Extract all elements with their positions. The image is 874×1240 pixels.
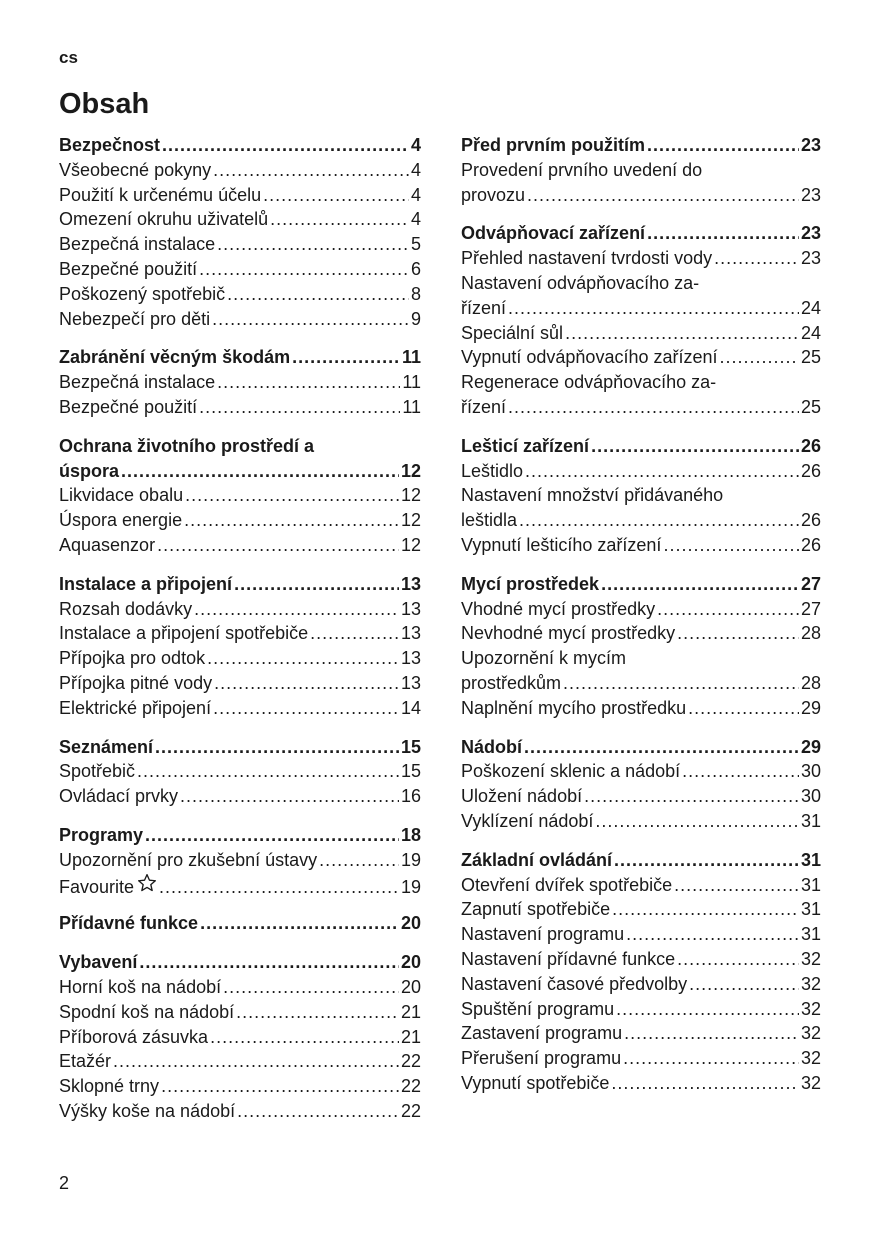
toc-entry-title: Spuštění programu (461, 998, 615, 1019)
toc-entry-omezeni-okruhu-uzivatelu[interactable] (59, 207, 421, 232)
dot-leader (623, 1046, 799, 1071)
dot-leader (677, 621, 799, 646)
dot-leader (677, 947, 799, 972)
toc-entry-vyklizeni-nadobi[interactable] (461, 809, 821, 834)
toc-entry-title: Nastavení přídavné funkce (461, 948, 676, 969)
toc-heading-bezpecnost[interactable] (59, 133, 421, 158)
dot-leader (612, 897, 799, 922)
toc-entry-upozorneni-pro-zkusebni-ustavy[interactable] (59, 848, 421, 873)
dot-leader (508, 395, 799, 420)
toc-page-number: 19 (400, 876, 421, 897)
dot-leader (157, 533, 399, 558)
toc-entry-vypnuti-spotrebice[interactable] (461, 1071, 821, 1096)
toc-page-number: 4 (410, 159, 421, 180)
toc-entry-title: Úspora energie (59, 510, 183, 531)
toc-entry-uspora-energie[interactable] (59, 508, 421, 533)
toc-page-number: 8 (410, 283, 421, 304)
toc-entry-rizeni[interactable] (461, 395, 821, 420)
toc-page-number: 12 (400, 460, 421, 481)
dot-leader (626, 922, 799, 947)
dot-leader (674, 873, 799, 898)
toc-entry-vysky-kose-na-nadobi[interactable] (59, 1099, 421, 1124)
dot-leader (563, 671, 799, 696)
toc-entry-zastaveni-programu[interactable] (461, 1021, 821, 1046)
toc-page-number: 16 (400, 786, 421, 807)
toc-page-number: 22 (400, 1100, 421, 1121)
dot-leader (614, 848, 799, 873)
toc-entry-title: Bezpečná instalace (59, 372, 216, 393)
toc-page-number: 31 (800, 874, 821, 895)
dot-leader (227, 282, 409, 307)
toc-entry-title: Příborová zásuvka (59, 1026, 209, 1047)
toc-entry-title: Sklopné trny (59, 1076, 160, 1097)
toc-page-number: 26 (800, 534, 821, 555)
toc-entry-title: Odvápňovací zařízení (461, 223, 646, 244)
dot-leader (519, 508, 799, 533)
toc-entry-first-line: Upozornění k mycím (461, 648, 627, 669)
toc-page-number: 28 (800, 623, 821, 644)
toc-entry-title: Seznámení (59, 736, 154, 757)
toc-entry-title: Programy (59, 824, 144, 845)
toc-section (59, 133, 421, 331)
toc-page-number: 25 (800, 396, 821, 417)
page-title: Obsah (59, 88, 150, 120)
toc-section (461, 434, 821, 558)
dot-leader (689, 972, 799, 997)
toc-entry-preruseni-programu[interactable] (461, 1046, 821, 1071)
toc-entry-nebezpeci-pro-deti[interactable] (59, 307, 421, 332)
toc-section (59, 735, 421, 809)
toc-entry-title: Před prvním použitím (461, 135, 646, 155)
toc-entry-first-line: Regenerace odvápňovacího za- (461, 372, 717, 393)
toc-heading-instalace-a-pripojeni[interactable] (59, 572, 421, 597)
dot-leader (200, 911, 399, 936)
toc-entry-title: Zapnutí spotřebiče (461, 899, 611, 920)
toc-entry-vypnuti-lesticiho-zarizeni[interactable] (461, 533, 821, 558)
dot-leader (184, 508, 399, 533)
toc-heading-nadobi[interactable] (461, 735, 821, 760)
toc-section (461, 221, 821, 419)
toc-page-number: 14 (400, 697, 421, 718)
toc-entry-title: Nastavení časové předvolby (461, 973, 688, 994)
toc-heading-zakladni-ovladani[interactable] (461, 848, 821, 873)
toc-entry-poskozeni-sklenic-a-nadobi[interactable] (461, 759, 821, 784)
toc-page-number: 32 (800, 1023, 821, 1044)
dot-leader (217, 370, 400, 395)
toc-page-number: 13 (400, 672, 421, 693)
dot-leader (647, 221, 799, 246)
toc-page-number: 4 (410, 184, 421, 205)
toc-page-number: 20 (400, 952, 421, 973)
toc-entry-title: řízení (461, 396, 507, 417)
dot-leader (647, 133, 799, 158)
toc-page-number: 32 (800, 998, 821, 1019)
dot-leader (601, 572, 799, 597)
toc-entry-title: Lešticí zařízení (461, 435, 590, 456)
dot-leader (161, 1074, 399, 1099)
dot-leader (213, 696, 399, 721)
toc-page-number: 21 (400, 1001, 421, 1022)
toc-entry-title: Favourite (59, 876, 135, 897)
toc-page-number: 12 (400, 485, 421, 506)
toc-page-number: 32 (800, 973, 821, 994)
dot-leader (591, 434, 799, 459)
toc-entry-title: Nevhodné mycí prostředky (461, 623, 676, 644)
toc-column-left (59, 133, 421, 1138)
toc-page-number: 22 (400, 1076, 421, 1097)
dot-leader (155, 735, 399, 760)
toc-heading-odvapnovaci-zarizeni[interactable] (461, 221, 821, 246)
toc-entry-first-line: Nastavení množství přidávaného (461, 485, 724, 506)
toc-page-number: 11 (401, 347, 421, 368)
toc-page-number: 31 (800, 849, 821, 870)
dot-leader (214, 671, 399, 696)
toc-entry-nastaveni-programu[interactable] (461, 922, 821, 947)
toc-heading-programy[interactable] (59, 823, 421, 848)
toc-section (59, 345, 421, 419)
toc-entry-ulozeni-nadobi[interactable] (461, 784, 821, 809)
dot-leader (720, 345, 799, 370)
toc-section (461, 848, 821, 1096)
toc-entry-nevhodne-myci-prostredky[interactable] (461, 621, 821, 646)
dot-leader (616, 997, 799, 1022)
dot-leader (263, 183, 409, 208)
toc-entry-title: Všeobecné pokyny (59, 159, 212, 180)
toc-page-number: 31 (800, 924, 821, 945)
dot-leader (234, 572, 399, 597)
toc-heading-pridavne-funkce[interactable] (59, 911, 421, 936)
dot-leader (657, 597, 799, 622)
toc-entry-lestidlo[interactable] (461, 459, 821, 484)
toc-page-number: 26 (800, 435, 821, 456)
toc-page-number: 22 (400, 1051, 421, 1072)
toc-entry-prehled-nastaveni-tvrdosti-vody[interactable] (461, 246, 821, 271)
toc-entry-nastaveni-pridavne-funkce[interactable] (461, 947, 821, 972)
toc-entry-title: úspora (59, 460, 120, 481)
toc-section (59, 911, 421, 936)
toc-column-right (461, 133, 821, 1110)
toc-page-number: 23 (800, 223, 821, 244)
toc-entry-title: Bezpečná instalace (59, 234, 216, 255)
dot-leader (199, 257, 409, 282)
toc-entry-title: Vypnutí spotřebiče (461, 1072, 610, 1093)
toc-entry-title: leštidla (461, 510, 518, 531)
toc-page-number: 18 (400, 824, 421, 845)
toc-entry-title: Nastavení programu (461, 924, 625, 945)
dot-leader (236, 1000, 399, 1025)
toc-entry-elektricke-pripojeni[interactable] (59, 696, 421, 721)
toc-entry-pripojka-pro-odtok[interactable] (59, 646, 421, 671)
toc-heading-vybaveni[interactable] (59, 950, 421, 975)
toc-entry-vhodne-myci-prostredky[interactable] (461, 597, 821, 622)
toc-page-number: 26 (800, 460, 821, 481)
toc-entry-prostredkum[interactable] (461, 671, 821, 696)
toc-entry-zapnuti-spotrebice[interactable] (461, 897, 821, 922)
toc-heading-zabraneni-vecnym-skodam[interactable] (59, 345, 421, 370)
dot-leader (525, 459, 799, 484)
dot-leader (212, 307, 409, 332)
dot-leader (213, 158, 409, 183)
toc-page-number: 21 (400, 1026, 421, 1047)
toc-entry-nastaveni-casove-predvolby[interactable] (461, 972, 821, 997)
dot-leader (663, 533, 799, 558)
toc-entry-rizeni[interactable] (461, 296, 821, 321)
dot-leader (292, 345, 400, 370)
toc-entry-poskozeny-spotrebic[interactable] (59, 282, 421, 307)
toc-page-number: 27 (800, 573, 821, 594)
toc-entry-bezpecna-instalace[interactable] (59, 370, 421, 395)
toc-entry-title: Zabránění věcným škodám (59, 347, 291, 368)
toc-heading-seznameni[interactable] (59, 735, 421, 760)
toc-entry-title: Poškozený spotřebič (59, 283, 226, 304)
dot-leader (682, 759, 799, 784)
dot-leader (121, 459, 399, 484)
toc-entry-title: Přípojka pitné vody (59, 672, 213, 693)
toc-entry-title: Základní ovládání (461, 849, 613, 870)
toc-page-number: 25 (800, 347, 821, 368)
toc-entry-sklopne-trny[interactable] (59, 1074, 421, 1099)
toc-page-number: 13 (400, 648, 421, 669)
toc-entry-title: Etažér (59, 1051, 112, 1072)
toc-section (59, 950, 421, 1124)
toc-entry-instalace-a-pripojeni-spotrebice[interactable] (59, 621, 421, 646)
toc-page-number: 23 (800, 135, 821, 155)
toc-page-number: 12 (400, 510, 421, 531)
toc-entry-spodni-kos-na-nadobi[interactable] (59, 1000, 421, 1025)
toc-page-number: 11 (402, 396, 421, 417)
toc-entry-title: Leštidlo (461, 460, 524, 481)
toc-entry-title: Aquasenzor (59, 534, 156, 555)
toc-page-number: 9 (410, 308, 421, 329)
dot-leader (210, 1025, 399, 1050)
toc-entry-pouziti-k-urcenemu-ucelu[interactable] (59, 183, 421, 208)
toc-page-number: 15 (400, 761, 421, 782)
toc-heading-uspora[interactable] (59, 459, 421, 484)
dot-leader (137, 759, 399, 784)
dot-leader (217, 232, 409, 257)
toc-page-number: 20 (400, 913, 421, 934)
toc-page-number: 5 (410, 234, 421, 255)
toc-entry-title: Ovládací prvky (59, 786, 179, 807)
toc-page-number: 11 (402, 372, 421, 393)
dot-leader (237, 1099, 399, 1124)
dot-leader (310, 621, 399, 646)
dot-leader (159, 875, 399, 900)
language-code: cs (59, 48, 78, 67)
toc-page-number: 4 (410, 135, 421, 155)
toc-entry-title: Bezpečné použití (59, 258, 198, 279)
toc-entry-title: Přídavné funkce (59, 913, 199, 934)
toc-entry-title: Upozornění pro zkušební ústavy (59, 849, 318, 870)
toc-page-number: 32 (800, 1048, 821, 1069)
toc-entry-bezpecne-pouziti[interactable] (59, 395, 421, 420)
toc-entry-title: Bezpečnost (59, 135, 161, 155)
toc-entry-title: Elektrické připojení (59, 697, 212, 718)
toc-entry-bezpecna-instalace[interactable] (59, 232, 421, 257)
toc-heading-pred-prvnim-pouzitim[interactable] (461, 133, 821, 158)
toc-page-number: 15 (400, 736, 421, 757)
toc-page-number: 23 (800, 184, 821, 205)
toc-page-number: 32 (800, 1072, 821, 1093)
toc-entry-lestidla[interactable] (461, 508, 821, 533)
toc-entry-spusteni-programu[interactable] (461, 997, 821, 1022)
dot-leader (624, 1021, 799, 1046)
toc-entry-first-line: Provedení prvního uvedení do (461, 159, 703, 180)
toc-entry-title: Rozsah dodávky (59, 598, 193, 619)
toc-entry-ovladaci-prvky[interactable] (59, 784, 421, 809)
dot-leader (595, 809, 799, 834)
toc-entry-title: Horní koš na nádobí (59, 976, 222, 997)
toc-page-number: 29 (800, 697, 821, 718)
dot-leader (207, 646, 399, 671)
toc-page-number: 19 (400, 849, 421, 870)
toc-entry-title: Výšky koše na nádobí (59, 1100, 236, 1121)
dot-leader (162, 133, 409, 158)
toc-entry-title: Použití k určenému účelu (59, 184, 262, 205)
toc-page-number: 13 (400, 598, 421, 619)
toc-entry-aquasenzor[interactable] (59, 533, 421, 558)
dot-leader (319, 848, 399, 873)
toc-heading-first-line: Ochrana životního prostředí a (59, 435, 315, 456)
dot-leader (524, 735, 799, 760)
dot-leader (194, 597, 399, 622)
toc-heading-myci-prostredek[interactable] (461, 572, 821, 597)
toc-page-number: 29 (800, 736, 821, 757)
toc-page-number: 13 (400, 623, 421, 644)
toc-entry-title: Poškození sklenic a nádobí (461, 761, 681, 782)
dot-leader (185, 483, 399, 508)
toc-entry-title: Přerušení programu (461, 1048, 622, 1069)
toc-entry-title: Vypnutí odvápňovacího zařízení (461, 347, 718, 368)
toc-entry-vypnuti-odvapnovaciho-zarizeni[interactable] (461, 345, 821, 370)
toc-entry-title: Zastavení programu (461, 1023, 623, 1044)
toc-entry-spotrebic[interactable] (59, 759, 421, 784)
toc-page-number: 31 (800, 899, 821, 920)
toc-page-number: 23 (800, 248, 821, 269)
toc-entry-rozsah-dodavky[interactable] (59, 597, 421, 622)
toc-entry-title: Nádobí (461, 736, 522, 757)
toc-page-number: 24 (800, 297, 821, 318)
toc-entry-title: Přehled nastavení tvrdosti vody (461, 248, 713, 269)
toc-page-number: 13 (400, 573, 421, 594)
toc-entry-title: řízení (461, 297, 507, 318)
toc-section (59, 823, 421, 897)
dot-leader (714, 246, 799, 271)
toc-page-number: 20 (400, 976, 421, 997)
toc-page-number: 24 (800, 322, 821, 343)
dot-leader (199, 395, 400, 420)
toc-entry-title: Vhodné mycí prostředky (461, 598, 656, 619)
toc-page-number: 26 (800, 510, 821, 531)
toc-entry-title: Instalace a připojení spotřebiče (59, 623, 309, 644)
toc-entry-title: Speciální sůl (461, 322, 564, 343)
toc-entry-title: Spodní koš na nádobí (59, 1001, 235, 1022)
toc-entry-otevreni-dvirek-spotrebice[interactable] (461, 873, 821, 898)
toc-entry-vseobecne-pokyny[interactable] (59, 158, 421, 183)
toc-entry-horni-kos-na-nadobi[interactable] (59, 975, 421, 1000)
toc-page-number: 6 (410, 258, 421, 279)
dot-leader (527, 183, 799, 208)
toc-entry-title: provozu (461, 184, 526, 205)
toc-entry-title: Instalace a připojení (59, 573, 233, 594)
toc-entry-title: Nebezpečí pro děti (59, 308, 211, 329)
toc-entry-specialni-sul[interactable] (461, 321, 821, 346)
toc-entry-bezpecne-pouziti[interactable] (59, 257, 421, 282)
toc-page-number: 30 (800, 761, 821, 782)
toc-entry-title: Otevření dvířek spotřebiče (461, 874, 673, 895)
toc-page-number: 27 (800, 598, 821, 619)
dot-leader (508, 296, 799, 321)
dot-leader (688, 696, 799, 721)
dot-leader (270, 207, 409, 232)
toc-entry-title: prostředkům (461, 672, 562, 693)
toc-entry-title: Bezpečné použití (59, 396, 198, 417)
page-number: 2 (59, 1173, 70, 1193)
toc-section (59, 572, 421, 721)
toc-entry-first-line: Nastavení odvápňovacího za- (461, 272, 700, 293)
toc-section (59, 434, 421, 558)
toc-entry-likvidace-obalu[interactable] (59, 483, 421, 508)
toc-entry-title: Spotřebič (59, 761, 136, 782)
toc-entry-title: Likvidace obalu (59, 485, 184, 506)
toc-page-number: 4 (410, 209, 421, 230)
toc-page-number: 12 (400, 534, 421, 555)
toc-page-number: 31 (800, 810, 821, 831)
dot-leader (139, 950, 399, 975)
toc-entry-priborova-zasuvka[interactable] (59, 1025, 421, 1050)
star-outline-icon (137, 873, 157, 893)
toc-entry-pripojka-pitne-vody[interactable] (59, 671, 421, 696)
toc-entry-title: Vyklízení nádobí (461, 810, 594, 831)
dot-leader (611, 1071, 799, 1096)
toc-page-number: 32 (800, 948, 821, 969)
dot-leader (180, 784, 399, 809)
dot-leader (145, 823, 399, 848)
toc-entry-title: Naplnění mycího prostředku (461, 697, 687, 718)
toc-entry-favourite[interactable] (59, 873, 421, 898)
toc-entry-title: Omezení okruhu uživatelů (59, 209, 269, 230)
dot-leader (223, 975, 399, 1000)
toc-entry-title: Mycí prostředek (461, 573, 600, 594)
toc-section (461, 572, 821, 721)
dot-leader (565, 321, 799, 346)
toc-entry-title: Vybavení (59, 952, 138, 973)
toc-section (461, 735, 821, 834)
toc-entry-title: Přípojka pro odtok (59, 648, 206, 669)
dot-leader (584, 784, 799, 809)
toc-page-number: 28 (800, 672, 821, 693)
toc-entry-provozu[interactable] (461, 183, 821, 208)
dot-leader (113, 1049, 399, 1074)
toc-entry-etazer[interactable] (59, 1049, 421, 1074)
toc-entry-title: Vypnutí lešticího zařízení (461, 534, 662, 555)
toc-entry-title: Uložení nádobí (461, 786, 583, 807)
toc-page-number: 30 (800, 786, 821, 807)
toc-entry-naplneni-myciho-prostredku[interactable] (461, 696, 821, 721)
toc-section (461, 133, 821, 207)
toc-heading-lestici-zarizeni[interactable] (461, 434, 821, 459)
